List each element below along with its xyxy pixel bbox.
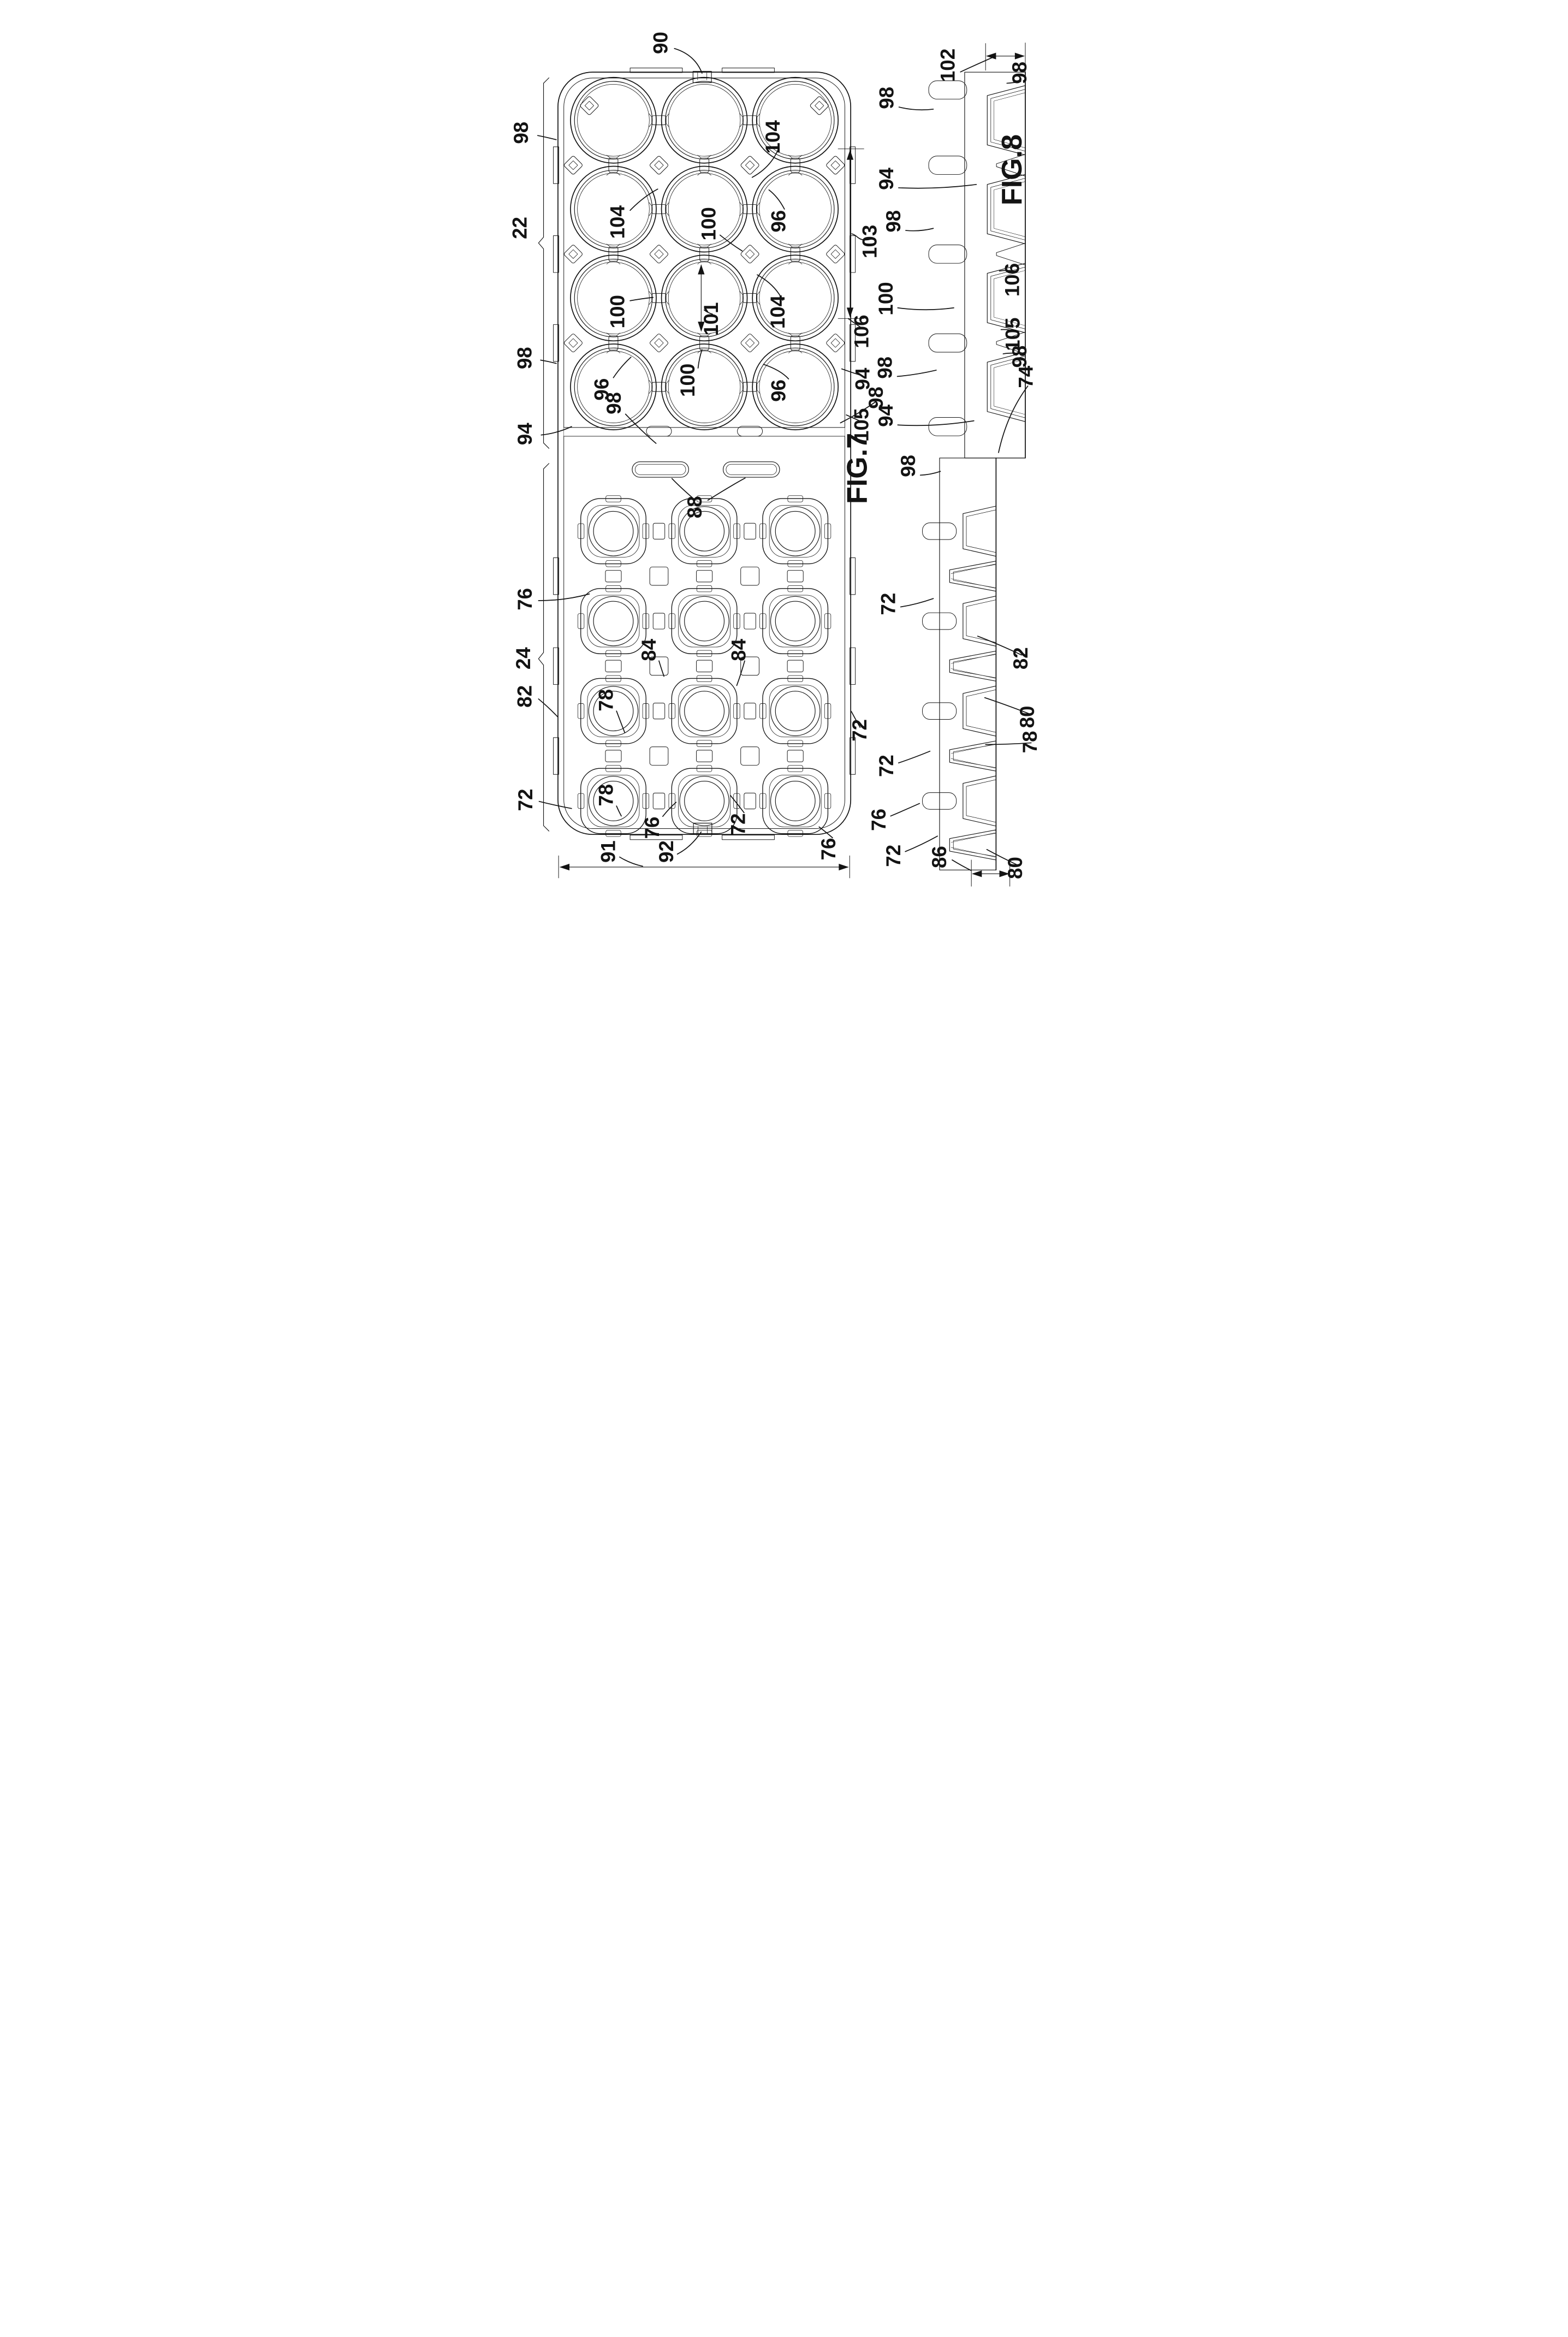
leader-line <box>616 806 621 816</box>
ref-numeral-103: 103 <box>858 224 881 259</box>
ref-numeral-94: 94 <box>851 367 874 390</box>
egg-cell <box>752 166 838 252</box>
leader-line <box>763 364 788 379</box>
brace-24 <box>538 464 549 831</box>
egg-cell <box>662 344 747 430</box>
cell-bridge-v <box>607 244 620 264</box>
tray-half-divider <box>564 426 845 436</box>
leader-line <box>613 357 631 378</box>
flower-cell <box>578 496 649 567</box>
ref-numeral-94: 94 <box>514 423 537 446</box>
leader-line <box>620 857 643 867</box>
flower-cell <box>760 675 831 746</box>
leader-line <box>541 360 556 364</box>
ref-numeral-72: 72 <box>848 719 871 742</box>
col-post <box>605 660 621 672</box>
ref-numeral-98: 98 <box>864 387 887 409</box>
ref-numeral-98: 98 <box>1008 61 1031 84</box>
ref-numeral-98: 98 <box>602 392 625 414</box>
col-post <box>697 750 712 762</box>
leader-line <box>769 190 784 209</box>
section-band-flower-side <box>940 458 996 870</box>
ref-numeral-105: 105 <box>1001 317 1024 351</box>
cell-bridge-v <box>698 333 711 353</box>
ref-numeral-98: 98 <box>1008 345 1031 368</box>
ref-numeral-100: 100 <box>697 207 720 241</box>
ref-numeral-84: 84 <box>727 638 750 661</box>
row-post <box>744 793 756 809</box>
cell-bridge-v <box>698 155 711 175</box>
tray-outline <box>558 72 851 834</box>
ref-numeral-104: 104 <box>766 295 789 329</box>
ref-numeral-106: 106 <box>850 315 873 348</box>
egg-cell <box>571 78 656 163</box>
col-post <box>605 570 621 582</box>
leader-line <box>630 189 658 210</box>
corner-post-84 <box>741 747 759 766</box>
leader-line <box>898 421 973 426</box>
row-post <box>653 523 664 539</box>
rim-finger-98 <box>929 334 967 352</box>
leader-line <box>819 827 833 838</box>
brace-22 <box>538 78 549 448</box>
fig7-plan-view <box>538 68 864 877</box>
flower-cell <box>669 675 740 746</box>
col-post <box>787 660 803 672</box>
figure-title: FIG.8 <box>996 134 1029 206</box>
denesting-lug <box>563 244 583 264</box>
col-post <box>697 570 712 582</box>
ref-numeral-88: 88 <box>684 496 706 519</box>
ref-numeral-106: 106 <box>1001 263 1024 297</box>
flower-cell <box>760 496 831 567</box>
patent-drawing <box>484 0 1084 895</box>
ref-numeral-82: 82 <box>1009 647 1032 670</box>
ref-numeral-104: 104 <box>606 205 629 239</box>
ref-numeral-92: 92 <box>655 840 678 863</box>
cone-cup-taper <box>951 833 995 857</box>
ref-numeral-22: 22 <box>508 217 531 239</box>
ref-numeral-100: 100 <box>676 363 699 397</box>
ref-numeral-98: 98 <box>874 356 896 379</box>
leader-line <box>708 478 745 501</box>
ref-numeral-94: 94 <box>875 168 898 190</box>
row-post <box>653 703 664 719</box>
egg-cell <box>662 78 747 163</box>
cone-cup-taper <box>951 654 995 678</box>
ref-numeral-76: 76 <box>640 816 663 839</box>
cone-cup-taper <box>951 564 995 588</box>
finger-slot <box>996 243 1025 265</box>
ref-numeral-78: 78 <box>595 784 617 806</box>
denesting-lug <box>649 156 669 175</box>
leader-line <box>899 751 930 763</box>
ref-numeral-72: 72 <box>877 592 900 615</box>
leader-line <box>659 661 664 676</box>
leader-line <box>899 107 934 110</box>
leader-line <box>898 370 936 376</box>
ref-numeral-91: 91 <box>597 840 620 863</box>
egg-cell <box>571 344 656 430</box>
ref-numeral-72: 72 <box>875 755 898 778</box>
flower-cup-liner <box>966 780 996 822</box>
denesting-lug <box>649 333 669 353</box>
leader-line <box>952 860 971 870</box>
patent-sheet <box>484 0 1084 895</box>
ref-numeral-74: 74 <box>1014 365 1037 388</box>
row-post <box>744 523 756 539</box>
denesting-lug <box>580 96 599 116</box>
denesting-lug <box>810 96 829 116</box>
ref-numeral-72: 72 <box>727 813 750 836</box>
denesting-lug <box>649 244 669 264</box>
col-post <box>787 570 803 582</box>
ref-numeral-24: 24 <box>512 647 535 670</box>
ref-numeral-80: 80 <box>1016 705 1039 728</box>
corner-post-84 <box>650 567 668 585</box>
cell-array <box>571 78 838 837</box>
leader-line <box>539 802 572 809</box>
figure-title: FIG.7 <box>841 432 874 505</box>
ref-numeral-105: 105 <box>850 408 873 442</box>
rim-finger-98 <box>929 81 967 99</box>
leader-line <box>901 598 934 607</box>
handle-slot-88 <box>723 462 780 477</box>
cell-bridge-v <box>607 155 620 175</box>
ref-numeral-100: 100 <box>606 295 629 329</box>
ref-numeral-78: 78 <box>1019 731 1042 754</box>
ref-numeral-102: 102 <box>936 48 959 82</box>
denesting-lug <box>563 156 583 175</box>
ref-numeral-98: 98 <box>510 121 533 144</box>
leader-line <box>898 308 954 310</box>
ref-numeral-96: 96 <box>767 210 790 233</box>
flower-cell <box>760 766 831 837</box>
row-post <box>653 613 664 629</box>
ref-numeral-76: 76 <box>514 588 537 610</box>
ref-numeral-72: 72 <box>882 844 905 867</box>
denesting-lug <box>825 156 845 175</box>
ref-numeral-76: 76 <box>868 808 890 831</box>
ref-numeral-96: 96 <box>767 379 790 402</box>
row-post <box>744 613 756 629</box>
flower-cup-liner <box>966 510 996 553</box>
ref-numeral-98: 98 <box>875 86 898 109</box>
cell-bridge-v <box>698 244 711 264</box>
ref-numeral-86: 86 <box>928 846 951 869</box>
ref-numeral-101: 101 <box>699 302 722 336</box>
leader-line <box>906 228 934 230</box>
leader-line <box>538 135 556 140</box>
leader-line <box>674 49 702 73</box>
ref-numeral-82: 82 <box>513 685 536 708</box>
ref-numeral-98: 98 <box>882 210 905 233</box>
leader-line <box>960 56 995 72</box>
cell-bridge-v <box>788 155 802 175</box>
leader-line <box>616 711 625 732</box>
ref-numeral-104: 104 <box>761 120 784 154</box>
leader-line <box>999 386 1028 453</box>
tray-rim-field <box>564 78 845 829</box>
cone-cup-taper <box>951 744 995 768</box>
corner-post-84 <box>741 567 759 585</box>
flower-cell <box>760 585 831 656</box>
row-post <box>653 793 664 809</box>
egg-cell <box>752 255 838 341</box>
row-post <box>744 703 756 719</box>
ref-numeral-84: 84 <box>637 638 660 661</box>
rim-finger-98 <box>929 156 967 175</box>
ref-numeral-80: 80 <box>1004 857 1027 879</box>
denesting-lug <box>740 244 760 264</box>
leader-line <box>630 298 653 301</box>
rim-finger-98 <box>929 417 967 436</box>
ref-numeral-96: 96 <box>590 378 613 401</box>
ref-numeral-98: 98 <box>513 347 536 370</box>
col-post <box>697 660 712 672</box>
cell-bridge-v <box>788 333 802 353</box>
leader-line <box>920 471 941 475</box>
col-post <box>787 750 803 762</box>
flower-cup-liner <box>966 600 996 642</box>
denesting-lug <box>740 156 760 175</box>
ref-numeral-78: 78 <box>595 689 617 711</box>
cell-bridge-v <box>607 333 620 353</box>
ref-numeral-100: 100 <box>874 282 897 316</box>
denesting-lug <box>740 333 760 353</box>
handle-slot-88 <box>632 462 688 477</box>
egg-cell <box>752 344 838 430</box>
corner-post-84 <box>650 747 668 766</box>
rim-finger-98 <box>929 245 967 264</box>
ref-numeral-72: 72 <box>514 788 537 811</box>
ref-numeral-98: 98 <box>896 454 919 477</box>
col-post <box>605 750 621 762</box>
ref-numeral-90: 90 <box>649 32 672 54</box>
reference-numerals <box>509 32 1042 879</box>
flower-cup-liner <box>966 690 996 732</box>
denesting-lug <box>563 333 583 353</box>
leader-line <box>538 699 557 717</box>
ref-numeral-76: 76 <box>817 838 840 861</box>
denesting-lug <box>825 244 845 264</box>
cell-bridge-v <box>788 244 802 264</box>
denesting-lug <box>825 333 845 353</box>
leader-line <box>890 804 919 816</box>
ref-numeral-94: 94 <box>874 404 897 427</box>
